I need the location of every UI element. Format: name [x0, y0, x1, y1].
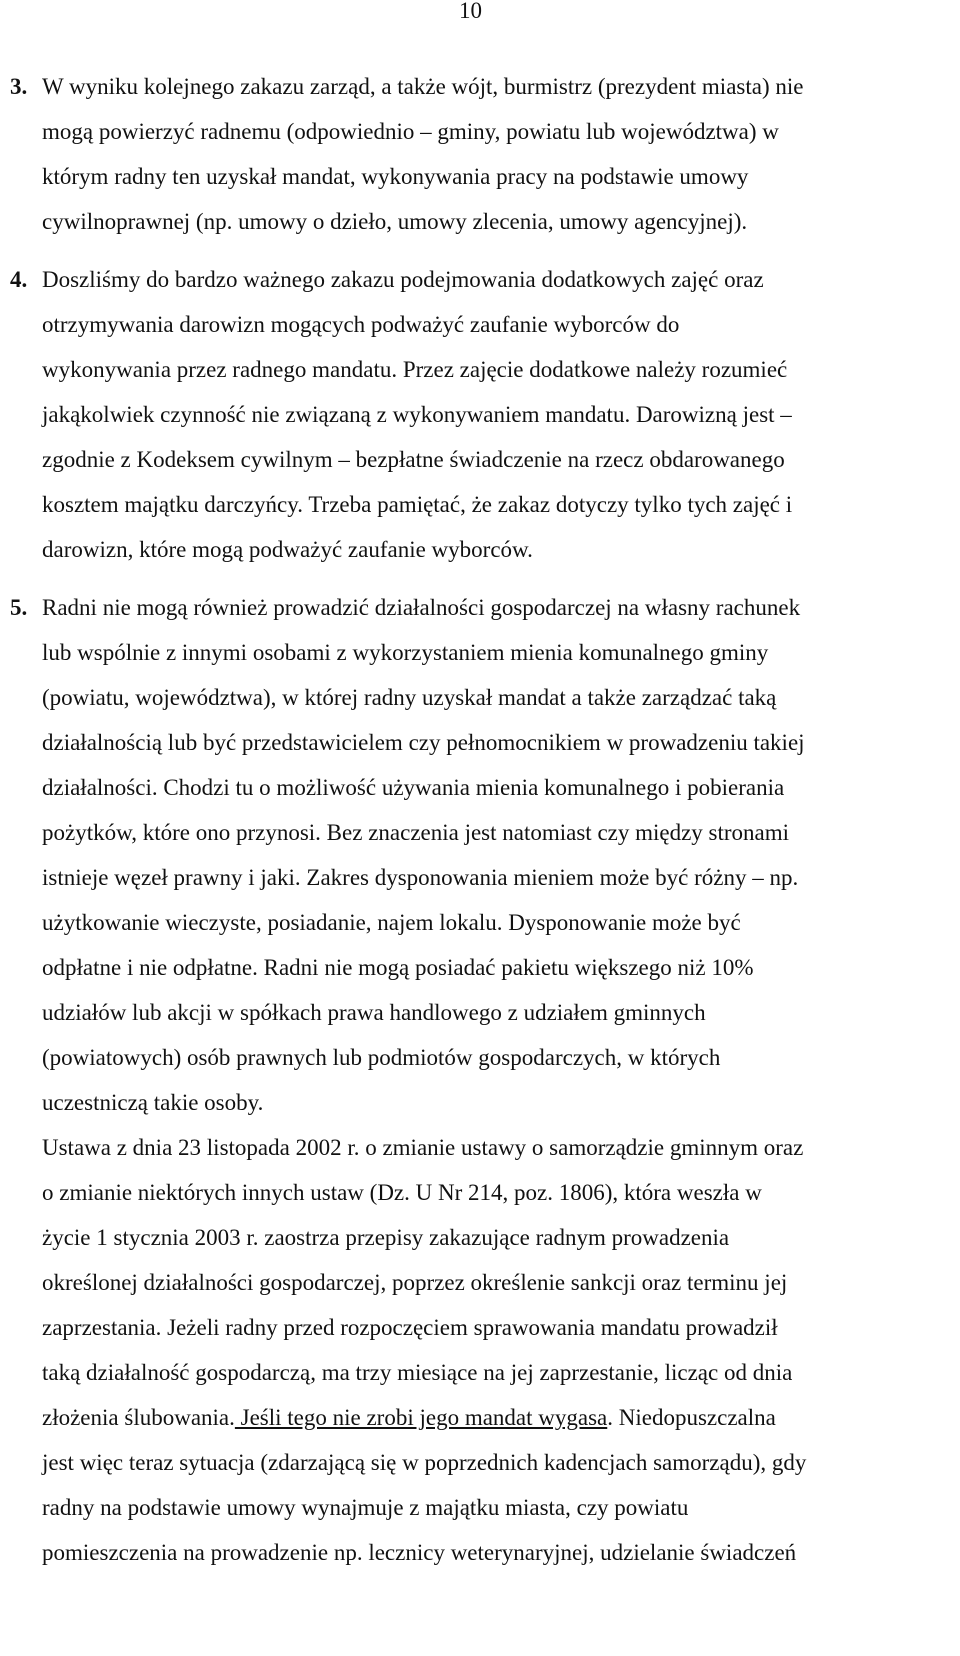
section-number: 4.	[10, 267, 28, 292]
text-segment: . Niedopuszczalna	[607, 1405, 776, 1430]
text-line: Ustawa z dnia 23 listopada 2002 r. o zmianie ustawy o samorządzie gminnym oraz	[42, 1135, 804, 1160]
text-line: W wyniku kolejnego zakazu zarząd, a także wójt, burmistrz (prezydent miasta) nie	[42, 74, 804, 99]
section-3-line-1	[0, 72, 803, 102]
text-line: wykonywania przez radnego mandatu. Przez zajęcie dodatkowe należy rozumieć	[42, 357, 788, 382]
text-line: otrzymywania darowizn mogących podważyć zaufanie wyborców do	[42, 312, 680, 337]
text-line-with-underline	[42, 1403, 776, 1433]
text-line: taką działalność gospodarczą, ma trzy miesiące na jej zaprzestanie, licząc od dnia	[42, 1360, 793, 1385]
text-line: (powiatowych) osób prawnych lub podmiotów gospodarczych, w których	[42, 1045, 721, 1070]
text-line: radny na podstawie umowy wynajmuje z majątku miasta, czy powiatu	[42, 1495, 689, 1520]
section-4-line-1	[0, 265, 764, 295]
text-line: mogą powierzyć radnemu (odpowiednio – gminy, powiatu lub województwa) w	[42, 119, 779, 144]
text-line: pożytków, które ono przynosi. Bez znaczenia jest natomiast czy między stronami	[42, 820, 790, 845]
text-line: (powiatu, województwa), w której radny uzyskał mandat a także zarządzać taką	[42, 685, 777, 710]
text-line: jakąkolwiek czynność nie związaną z wykonywaniem mandatu. Darowizną jest –	[42, 402, 792, 427]
text-line: życie 1 stycznia 2003 r. zaostrza przepisy zakazujące radnym prowadzenia	[42, 1225, 730, 1250]
underlined-text: Jeśli tego nie zrobi jego mandat wygasa	[234, 1405, 608, 1430]
text-line: lub wspólnie z innymi osobami z wykorzystaniem mienia komunalnego gminy	[42, 640, 769, 665]
text-line: użytkowanie wieczyste, posiadanie, najem lokalu. Dysponowanie może być	[42, 910, 741, 935]
text-line: pomieszczenia na prowadzenie np. lecznicy weterynaryjnej, udzielanie świadczeń	[42, 1540, 797, 1565]
text-line: działalnością lub być przedstawicielem czy pełnomocnikiem w prowadzeniu takiej	[42, 730, 805, 755]
page-number: 10	[459, 0, 482, 23]
text-line: o zmianie niektórych innych ustaw (Dz. U Nr 214, poz. 1806), która weszła w	[42, 1180, 762, 1205]
section-number: 5.	[10, 595, 28, 620]
text-line: istnieje węzeł prawny i jaki. Zakres dysponowania mieniem może być różny – np.	[42, 865, 799, 890]
text-line: kosztem majątku darczyńcy. Trzeba pamiętać, że zakaz dotyczy tylko tych zajęć i	[42, 492, 793, 517]
text-line: zaprzestania. Jeżeli radny przed rozpoczęciem sprawowania mandatu prowadził	[42, 1315, 778, 1340]
text-line: Radni nie mogą również prowadzić działalności gospodarczej na własny rachunek	[42, 595, 801, 620]
text-line: odpłatne i nie odpłatne. Radni nie mogą posiadać pakietu większego niż 10%	[42, 955, 754, 980]
text-line: cywilnoprawnej (np. umowy o dzieło, umowy zlecenia, umowy agencyjnej).	[42, 209, 748, 234]
text-line: Doszliśmy do bardzo ważnego zakazu podejmowania dodatkowych zajęć oraz	[42, 267, 764, 292]
text-line: udziałów lub akcji w spółkach prawa handlowego z udziałem gminnych	[42, 1000, 706, 1025]
text-line: którym radny ten uzyskał mandat, wykonywania pracy na podstawie umowy	[42, 164, 749, 189]
text-line: uczestniczą takie osoby.	[42, 1090, 264, 1115]
text-line: jest więc teraz sytuacja (zdarzającą się w poprzednich kadencjach samorządu), gdy	[42, 1450, 807, 1475]
section-number: 3.	[10, 74, 28, 99]
section-5-line-1	[0, 593, 800, 623]
text-line: darowizn, które mogą podważyć zaufanie wyborców.	[42, 537, 533, 562]
text-line: zgodnie z Kodeksem cywilnym – bezpłatne świadczenie na rzecz obdarowanego	[42, 447, 785, 472]
text-line: działalności. Chodzi tu o możliwość używania mienia komunalnego i pobierania	[42, 775, 785, 800]
text-line: określonej działalności gospodarczej, poprzez określenie sankcji oraz terminu jej	[42, 1270, 788, 1295]
text-segment: złożenia ślubowania.	[42, 1405, 235, 1430]
